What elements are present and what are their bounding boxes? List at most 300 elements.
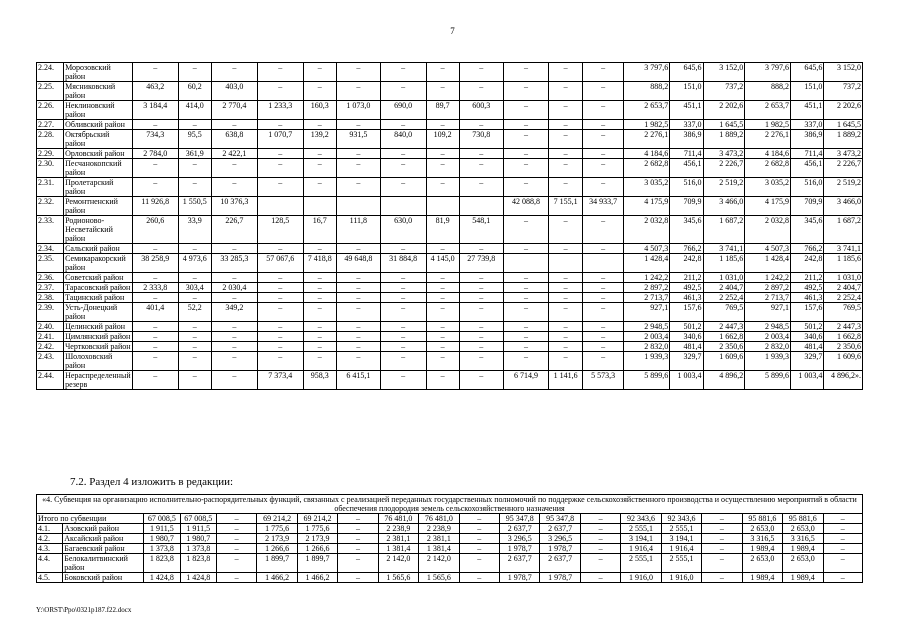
- value-cell: 242,8: [791, 254, 824, 273]
- value-cell: –: [426, 149, 459, 159]
- value-cell: 2 173,9: [257, 534, 297, 544]
- value-cell: 414,0: [178, 101, 211, 120]
- value-cell: 4 973,6: [178, 254, 211, 273]
- value-cell: –: [580, 544, 620, 554]
- value-cell: 1 916,0: [661, 573, 701, 583]
- value-cell: –: [702, 514, 742, 524]
- value-cell: –: [336, 244, 380, 254]
- value-cell: 361,9: [178, 149, 211, 159]
- value-cell: 16,7: [303, 216, 336, 244]
- row-number: 2.29.: [37, 149, 64, 159]
- district-name: Советский район: [64, 273, 133, 283]
- value-cell: –: [257, 159, 303, 178]
- value-cell: –: [582, 352, 624, 371]
- value-cell: 157,6: [670, 303, 703, 322]
- value-cell: –: [459, 273, 503, 283]
- value-cell: 1 242,2: [624, 273, 670, 283]
- value-cell: –: [580, 524, 620, 534]
- value-cell: –: [580, 534, 620, 544]
- row-number: 2.26.: [37, 101, 64, 120]
- value-cell: –: [459, 514, 499, 524]
- value-cell: 1 978,7: [500, 573, 540, 583]
- value-cell: 1 989,4: [742, 544, 782, 554]
- value-cell: 33 285,3: [211, 254, 257, 273]
- value-cell: 481,4: [791, 342, 824, 352]
- value-cell: 548,1: [459, 216, 503, 244]
- value-cell: –: [336, 63, 380, 82]
- table-row: [37, 554, 863, 573]
- value-cell: 2 555,1: [661, 554, 701, 573]
- value-cell: 2 226,7: [703, 159, 745, 178]
- value-cell: –: [459, 82, 503, 101]
- value-cell: 2 653,0: [742, 524, 782, 534]
- value-cell: 456,1: [791, 159, 824, 178]
- value-cell: –: [582, 244, 624, 254]
- value-cell: –: [178, 159, 211, 178]
- value-cell: –: [211, 244, 257, 254]
- value-cell: –: [336, 303, 380, 322]
- value-cell: 1 939,3: [624, 352, 670, 371]
- value-cell: –: [336, 342, 380, 352]
- value-cell: 888,2: [624, 82, 670, 101]
- value-cell: –: [503, 322, 549, 332]
- value-cell: –: [303, 293, 336, 303]
- value-cell: –: [380, 332, 426, 342]
- value-cell: 2 350,6: [824, 342, 863, 352]
- value-cell: 1 916,4: [661, 544, 701, 554]
- value-cell: 1 916,4: [621, 544, 661, 554]
- value-cell: 3 466,0: [703, 197, 745, 216]
- value-cell: 461,3: [670, 293, 703, 303]
- table-row: [37, 216, 863, 244]
- district-name: Родионово-Несветайский район: [64, 216, 133, 244]
- value-cell: –: [338, 544, 378, 554]
- value-cell: 1 989,4: [783, 544, 823, 554]
- value-cell: –: [380, 273, 426, 283]
- value-cell: 2 032,8: [624, 216, 670, 244]
- value-cell: 160,3: [303, 101, 336, 120]
- value-cell: –: [336, 283, 380, 293]
- value-cell: –: [303, 82, 336, 101]
- value-cell: –: [336, 273, 380, 283]
- district-name: Нераспределенный резерв: [65, 371, 131, 389]
- value-cell: 1 031,0: [824, 273, 863, 283]
- district-name: Усть-Донецкий район: [64, 303, 133, 322]
- total-label: Итого по субвенции: [37, 514, 144, 524]
- value-cell: –: [503, 216, 549, 244]
- value-cell: 33,9: [178, 216, 211, 244]
- value-cell: –: [503, 332, 549, 342]
- value-cell: 1 823,8: [180, 554, 216, 573]
- value-cell: [426, 197, 459, 216]
- value-cell: –: [426, 293, 459, 303]
- value-cell: –: [211, 159, 257, 178]
- value-cell: –: [702, 554, 742, 573]
- value-cell: 638,8: [211, 130, 257, 149]
- value-cell: –: [257, 293, 303, 303]
- district-name: Песчанокопский район: [64, 159, 133, 178]
- value-cell: –: [426, 63, 459, 82]
- value-cell: 709,9: [670, 197, 703, 216]
- value-cell: –: [549, 159, 582, 178]
- value-cell: 7 155,1: [549, 197, 582, 216]
- district-name: Целинский район: [64, 322, 133, 332]
- district-name: Орловский район: [64, 149, 133, 159]
- value-cell: 1 645,5: [824, 120, 863, 130]
- value-cell: 151,0: [670, 82, 703, 101]
- value-cell: –: [459, 63, 503, 82]
- value-cell: –: [503, 101, 549, 120]
- row-number: 2.32.: [37, 197, 64, 216]
- row-number: 2.42.: [37, 342, 64, 352]
- value-cell: 6 415,1: [336, 371, 380, 390]
- value-cell: –: [503, 273, 549, 283]
- value-cell: 2 404,7: [824, 283, 863, 293]
- value-cell: 3 296,5: [500, 534, 540, 544]
- value-cell: –: [338, 534, 378, 544]
- value-cell: 340,6: [670, 332, 703, 342]
- value-cell: –: [823, 514, 863, 524]
- value-cell: –: [303, 303, 336, 322]
- value-cell: –: [582, 322, 624, 332]
- value-cell: –: [549, 283, 582, 293]
- value-cell: 1 911,5: [144, 524, 180, 534]
- value-cell: –: [336, 178, 380, 197]
- value-cell: 1 185,6: [824, 254, 863, 273]
- value-cell: 211,2: [670, 273, 703, 283]
- value-cell: 1 185,6: [703, 254, 745, 273]
- value-cell: –: [459, 342, 503, 352]
- value-cell: –: [178, 293, 211, 303]
- value-cell: 76 481,0: [419, 514, 459, 524]
- value-cell: 2 653,7: [624, 101, 670, 120]
- value-cell: 481,4: [670, 342, 703, 352]
- district-name: Тацинский район: [64, 293, 133, 303]
- table-row: [37, 573, 863, 583]
- value-cell: –: [582, 101, 624, 120]
- value-cell: 1 662,8: [703, 332, 745, 342]
- value-cell: –: [132, 63, 178, 82]
- row-number: 2.41.: [37, 332, 64, 342]
- table-row: [37, 534, 863, 544]
- table-row: [37, 352, 863, 371]
- value-cell: 2 003,4: [624, 332, 670, 342]
- value-cell: 1 609,6: [824, 352, 863, 371]
- value-cell: [380, 197, 426, 216]
- value-cell: 737,2: [824, 82, 863, 101]
- value-cell: 3 797,6: [624, 63, 670, 82]
- value-cell: 1 003,4: [670, 371, 703, 390]
- value-cell: –: [549, 63, 582, 82]
- value-cell: 81,9: [426, 216, 459, 244]
- value-cell: 958,3: [303, 371, 336, 390]
- value-cell: –: [582, 342, 624, 352]
- value-cell: 52,2: [178, 303, 211, 322]
- row-number: 2.35.: [37, 254, 64, 273]
- value-cell: 516,0: [670, 178, 703, 197]
- value-cell: –: [582, 149, 624, 159]
- total-row: [37, 514, 863, 524]
- district-name: Обливский район: [64, 120, 133, 130]
- value-cell: –: [303, 149, 336, 159]
- value-cell: –: [380, 63, 426, 82]
- value-cell: 2 897,2: [745, 283, 791, 293]
- value-cell: 4 896,2: [703, 371, 745, 390]
- value-cell: 1 989,4: [742, 573, 782, 583]
- value-cell: –: [426, 371, 459, 390]
- value-cell: –: [132, 371, 178, 390]
- value-cell: 386,9: [791, 130, 824, 149]
- value-cell: 1 424,8: [144, 573, 180, 583]
- value-cell: 1 070,7: [257, 130, 303, 149]
- value-cell: –: [380, 82, 426, 101]
- table-row: [37, 149, 863, 159]
- value-cell: 345,6: [670, 216, 703, 244]
- value-cell: 337,0: [791, 120, 824, 130]
- value-cell: –: [257, 120, 303, 130]
- value-cell: 345,6: [791, 216, 824, 244]
- value-cell: 4 507,3: [745, 244, 791, 254]
- value-cell: –: [132, 322, 178, 332]
- value-cell: 49 648,8: [336, 254, 380, 273]
- value-cell: 1 073,0: [336, 101, 380, 120]
- value-cell: 5 899,6: [745, 371, 791, 390]
- value-cell: 27 739,8: [459, 254, 503, 273]
- value-cell: 4 175,9: [745, 197, 791, 216]
- value-cell: 1 381,4: [419, 544, 459, 554]
- value-cell: 2 832,0: [624, 342, 670, 352]
- value-cell: –: [303, 332, 336, 342]
- value-cell: 2 030,4: [211, 283, 257, 293]
- value-cell: 111,8: [336, 216, 380, 244]
- value-cell: –: [336, 159, 380, 178]
- value-cell: –: [582, 130, 624, 149]
- table-row: [37, 130, 863, 149]
- value-cell: 1 899,7: [257, 554, 297, 573]
- table-row: [37, 254, 863, 273]
- value-cell: –: [549, 322, 582, 332]
- value-cell: –: [549, 303, 582, 322]
- value-cell: 2 519,2: [703, 178, 745, 197]
- value-cell: –: [503, 352, 549, 371]
- row-number: 2.33.: [37, 216, 64, 244]
- value-cell: 3 741,1: [703, 244, 745, 254]
- value-cell: –: [216, 514, 256, 524]
- value-cell: –: [582, 332, 624, 342]
- value-cell: 3 152,0: [824, 63, 863, 82]
- value-cell: 242,8: [670, 254, 703, 273]
- value-cell: 2 350,6: [703, 342, 745, 352]
- value-cell: –: [503, 82, 549, 101]
- value-cell: 1 565,6: [419, 573, 459, 583]
- value-cell: 1 266,6: [257, 544, 297, 554]
- value-cell: 7 418,8: [303, 254, 336, 273]
- value-cell: 329,7: [670, 352, 703, 371]
- value-cell: [303, 197, 336, 216]
- value-cell: –: [211, 178, 257, 197]
- value-cell: –: [303, 159, 336, 178]
- value-cell: 2 422,1: [211, 149, 257, 159]
- value-cell: –: [459, 524, 499, 534]
- value-cell: –: [132, 352, 178, 371]
- table-row: [37, 544, 863, 554]
- value-cell: 2 252,4: [824, 293, 863, 303]
- value-cell: –: [426, 322, 459, 332]
- value-cell: 4 184,6: [624, 149, 670, 159]
- value-cell: 3 035,2: [745, 178, 791, 197]
- value-cell: –: [459, 244, 503, 254]
- value-cell: 2 637,7: [540, 524, 580, 534]
- value-cell: 927,1: [745, 303, 791, 322]
- value-cell: 2 784,0: [132, 149, 178, 159]
- value-cell: –: [426, 273, 459, 283]
- value-cell: –: [257, 244, 303, 254]
- value-cell: –: [380, 120, 426, 130]
- value-cell: –: [178, 120, 211, 130]
- value-cell: 840,0: [380, 130, 426, 149]
- budget-table-section-2: [36, 62, 863, 390]
- value-cell: 2 276,1: [624, 130, 670, 149]
- table-row: [37, 159, 863, 178]
- value-cell: 1 428,4: [745, 254, 791, 273]
- value-cell: 1 982,5: [745, 120, 791, 130]
- value-cell: 1 233,3: [257, 101, 303, 120]
- value-cell: –: [336, 332, 380, 342]
- value-cell: –: [459, 159, 503, 178]
- value-cell: –: [211, 120, 257, 130]
- district-name: Цимлянский район: [64, 332, 133, 342]
- value-cell: –: [132, 332, 178, 342]
- value-cell: –: [459, 322, 503, 332]
- value-cell: 1 687,2: [824, 216, 863, 244]
- value-cell: –: [303, 283, 336, 293]
- table-row: [37, 371, 863, 390]
- value-cell: 3 184,4: [132, 101, 178, 120]
- value-cell: –: [380, 178, 426, 197]
- row-number: 2.39.: [37, 303, 64, 322]
- value-cell: –: [582, 82, 624, 101]
- district-name: Семикаракорский район: [64, 254, 133, 273]
- value-cell: 2 682,8: [624, 159, 670, 178]
- value-cell: –: [211, 371, 257, 390]
- value-cell: –: [303, 244, 336, 254]
- value-cell: –: [380, 352, 426, 371]
- value-cell: 2 252,4: [703, 293, 745, 303]
- value-cell: 1 775,6: [257, 524, 297, 534]
- value-cell: –: [132, 273, 178, 283]
- table-row: [37, 63, 863, 82]
- value-cell: 1 141,6: [549, 371, 582, 390]
- value-cell: 2 519,2: [824, 178, 863, 197]
- value-cell: [582, 254, 624, 273]
- value-cell: –: [426, 332, 459, 342]
- value-cell: –: [549, 332, 582, 342]
- value-cell: –: [380, 322, 426, 332]
- value-cell: –: [503, 303, 549, 322]
- value-cell: –: [303, 352, 336, 371]
- value-cell: 2 555,1: [621, 524, 661, 534]
- value-cell: 492,5: [670, 283, 703, 293]
- value-cell: –: [257, 149, 303, 159]
- value-cell: 2 173,9: [297, 534, 337, 544]
- value-cell: 7 373,4: [257, 371, 303, 390]
- value-cell: –: [257, 322, 303, 332]
- value-cell: –: [426, 244, 459, 254]
- value-cell: –: [426, 82, 459, 101]
- value-cell: 95 881,6: [742, 514, 782, 524]
- value-cell: –: [702, 573, 742, 583]
- value-cell: –: [549, 130, 582, 149]
- value-cell: –: [426, 303, 459, 322]
- value-cell: –: [823, 534, 863, 544]
- value-cell: –: [459, 534, 499, 544]
- value-cell: 2 447,3: [824, 322, 863, 332]
- value-cell: 2 832,0: [745, 342, 791, 352]
- value-cell: –: [336, 120, 380, 130]
- value-cell: 3 466,0: [824, 197, 863, 216]
- value-cell: –: [459, 293, 503, 303]
- district-name: Неклиновский район: [64, 101, 133, 120]
- value-cell: 709,9: [791, 197, 824, 216]
- value-cell: 1 989,4: [783, 573, 823, 583]
- value-cell: –: [132, 293, 178, 303]
- row-number: 2.34.: [37, 244, 64, 254]
- value-cell: –: [549, 120, 582, 130]
- value-cell: 95 347,8: [500, 514, 540, 524]
- value-cell: 1 775,6: [297, 524, 337, 534]
- table-row: [37, 120, 863, 130]
- row-number: 2.27.: [37, 120, 64, 130]
- value-cell: 501,2: [670, 322, 703, 332]
- value-cell: 769,5: [703, 303, 745, 322]
- value-cell: 2 238,9: [419, 524, 459, 534]
- value-cell: 3 152,0: [703, 63, 745, 82]
- table-row: [37, 524, 863, 534]
- value-cell: 2 653,0: [783, 524, 823, 534]
- value-cell: 3 473,2: [703, 149, 745, 159]
- value-cell: 2 948,5: [745, 322, 791, 332]
- value-cell: 463,2: [132, 82, 178, 101]
- value-cell: 737,2: [703, 82, 745, 101]
- district-name: Морозовский район: [64, 63, 133, 82]
- value-cell: 157,6: [791, 303, 824, 322]
- value-cell: –: [549, 149, 582, 159]
- value-cell: 5 899,6: [624, 371, 670, 390]
- row-number: 2.28.: [37, 130, 64, 149]
- value-cell: 3 194,1: [621, 534, 661, 544]
- value-cell: 451,1: [670, 101, 703, 120]
- row-number: 2.40.: [37, 322, 64, 332]
- row-number: 2.30.: [37, 159, 64, 178]
- value-cell: –: [580, 514, 620, 524]
- value-cell: 2 637,7: [500, 524, 540, 534]
- value-cell: 34 933,7: [582, 197, 624, 216]
- value-cell: 1 978,7: [540, 544, 580, 554]
- value-cell: 260,6: [132, 216, 178, 244]
- value-cell: –: [178, 352, 211, 371]
- value-cell: 2 770,4: [211, 101, 257, 120]
- district-name: Ремонтненский район: [64, 197, 133, 216]
- value-cell: –: [132, 342, 178, 352]
- value-cell: –: [549, 293, 582, 303]
- row-number: 2.44.: [37, 371, 64, 390]
- value-cell: –: [503, 149, 549, 159]
- value-cell: –: [380, 283, 426, 293]
- value-cell: 1 003,4: [791, 371, 824, 390]
- value-cell: 730,8: [459, 130, 503, 149]
- value-cell: –: [380, 244, 426, 254]
- value-cell: –: [211, 293, 257, 303]
